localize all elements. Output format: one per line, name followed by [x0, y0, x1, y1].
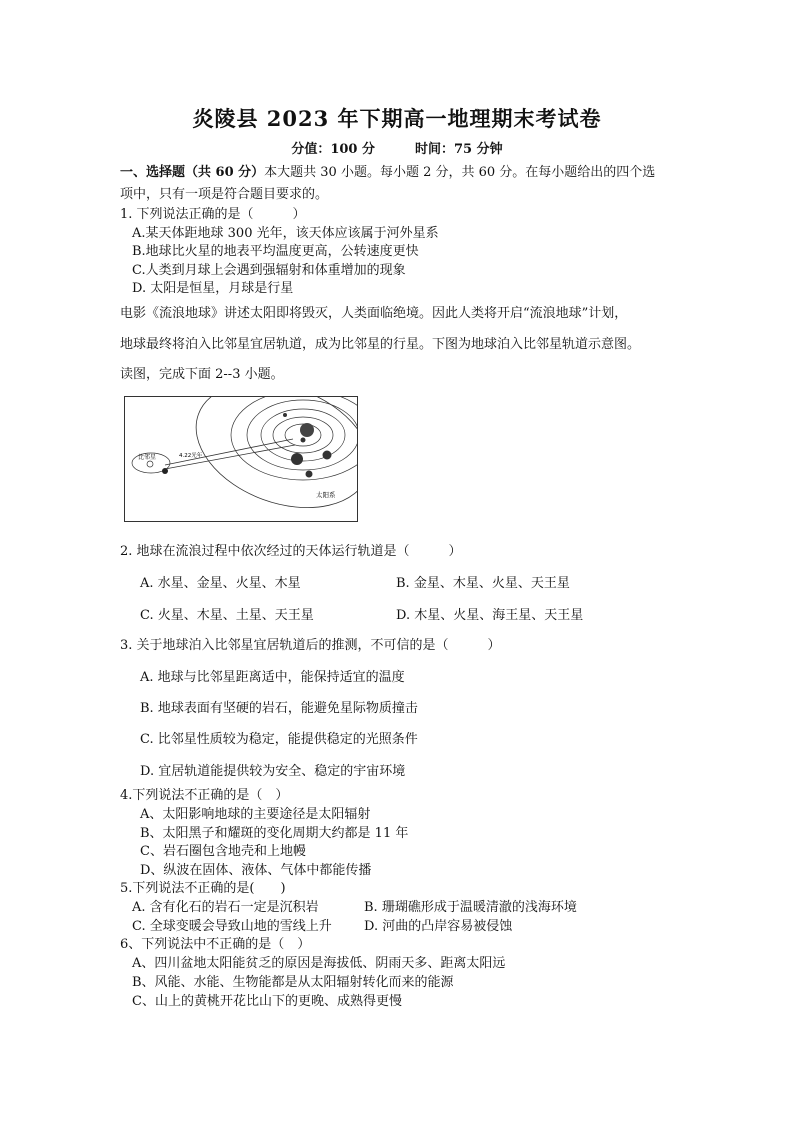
- q2-option-b: B. 金星、木星、火星、天王星: [396, 576, 570, 591]
- q2-option-a: A. 水星、金星、火星、木星: [140, 576, 301, 591]
- q2-stem: 2. 地球在流浪过程中依次经过的天体运行轨道是（ ）: [120, 544, 462, 559]
- planet-uranus: [306, 471, 313, 478]
- planet-saturn: [323, 451, 332, 460]
- q5-stem: 5.下列说法不正确的是( ): [120, 881, 286, 896]
- q6-option-a: A、四川盆地太阳能贫乏的原因是海拔低、阴雨天多、距离太阳远: [132, 956, 506, 971]
- q5-option-b: B. 珊瑚礁形成于温暖清澈的浅海环境: [364, 900, 577, 915]
- q6-option-b: B、风能、水能、生物能都是从太阳辐射转化而来的能源: [132, 975, 454, 990]
- q4-option-d: D、纵波在固体、液体、气体中都能传播: [140, 863, 372, 878]
- label-distance: 4.22光年: [179, 453, 203, 459]
- section-instructions-line1: [120, 161, 655, 180]
- q6-stem: 6、下列说法中不正确的是（ ）: [120, 937, 311, 952]
- sun-marker: [300, 423, 314, 437]
- label-proxima: 比邻星: [138, 454, 157, 461]
- q4-stem: 4.下列说法不正确的是（ ）: [120, 788, 289, 803]
- q3-option-c: C. 比邻星性质较为稳定，能提供稳定的光照条件: [140, 732, 418, 747]
- q5-option-a: A. 含有化石的岩石一定是沉积岩: [132, 900, 319, 915]
- planet-jupiter: [291, 453, 303, 465]
- time-label: 时间：75 分钟: [415, 142, 503, 157]
- passage-line3: 读图，完成下面 2--3 小题。: [120, 367, 284, 382]
- q6-option-c: C、山上的黄桃开花比山下的更晚、成熟得更慢: [132, 994, 402, 1009]
- q2-option-d: D. 木星、火星、海王星、天王星: [396, 608, 584, 623]
- q3-stem: 3. 关于地球泊入比邻星宜居轨道后的推测，不可信的是（ ）: [120, 638, 501, 653]
- section-instructions: 本大题共 30 小题。每小题 2 分，共 60 分。在每小题给出的四个选: [264, 165, 656, 180]
- section-heading: 一、选择题（共 60 分）: [120, 165, 265, 180]
- passage-line2: 地球最终将泊入比邻星宜居轨道，成为比邻星的行星。下图为地球泊入比邻星轨道示意图。: [120, 337, 641, 352]
- q5-option-d: D. 河曲的凸岸容易被侵蚀: [364, 919, 513, 934]
- q1-option-c: C.人类到月球上会遇到强辐射和体重增加的现象: [132, 263, 406, 278]
- page-title: 炎陵县 2023 年下期高一地理期末考试卷: [192, 106, 602, 131]
- section-instructions-line2: 项中，只有一项是符合题目要求的。: [120, 187, 329, 202]
- q4-option-c: C、岩石圈包含地壳和上地幔: [140, 844, 306, 859]
- passage-line1: 电影《流浪地球》讲述太阳即将毁灭，人类面临绝境。因此人类将开启“流浪地球”计划，: [120, 306, 628, 321]
- path-line-1: [165, 439, 293, 465]
- planet-small: [283, 413, 287, 417]
- q1-stem: 1. 下列说法正确的是（ ）: [120, 207, 306, 222]
- q4-option-a: A、太阳影响地球的主要途径是太阳辐射: [140, 807, 371, 822]
- q1-option-a: A.某天体距地球 300 光年，该天体应该属于河外星系: [132, 226, 439, 241]
- score-label: 分值：100 分: [291, 142, 376, 157]
- proxima-orbit-figure: [124, 396, 358, 522]
- proxima-star: [147, 461, 153, 467]
- earth-wandering-path: [179, 397, 357, 521]
- label-solar-system: 太阳系: [316, 491, 336, 499]
- q3-option-a: A. 地球与比邻星距离适中，能保持适宜的温度: [140, 670, 405, 685]
- q3-option-b: B. 地球表面有坚硬的岩石，能避免星际物质撞击: [140, 701, 418, 716]
- exam-meta: [0, 138, 794, 157]
- q1-option-d: D. 太阳是恒星，月球是行星: [132, 281, 294, 296]
- q2-option-c: C. 火星、木星、土星、天王星: [140, 608, 314, 623]
- q1-option-b: B.地球比火星的地表平均温度更高，公转速度更快: [132, 244, 419, 259]
- q4-option-b: B、太阳黑子和耀斑的变化周期大约都是 11 年: [140, 826, 409, 841]
- earth-at-proxima: [162, 468, 168, 474]
- planet-mars: [301, 438, 306, 443]
- q3-option-d: D. 宜居轨道能提供较为安全、稳定的宇宙环境: [140, 764, 406, 779]
- q5-option-c: C. 全球变暖会导致山地的雪线上升: [132, 919, 332, 934]
- orbit-diagram: [125, 397, 357, 521]
